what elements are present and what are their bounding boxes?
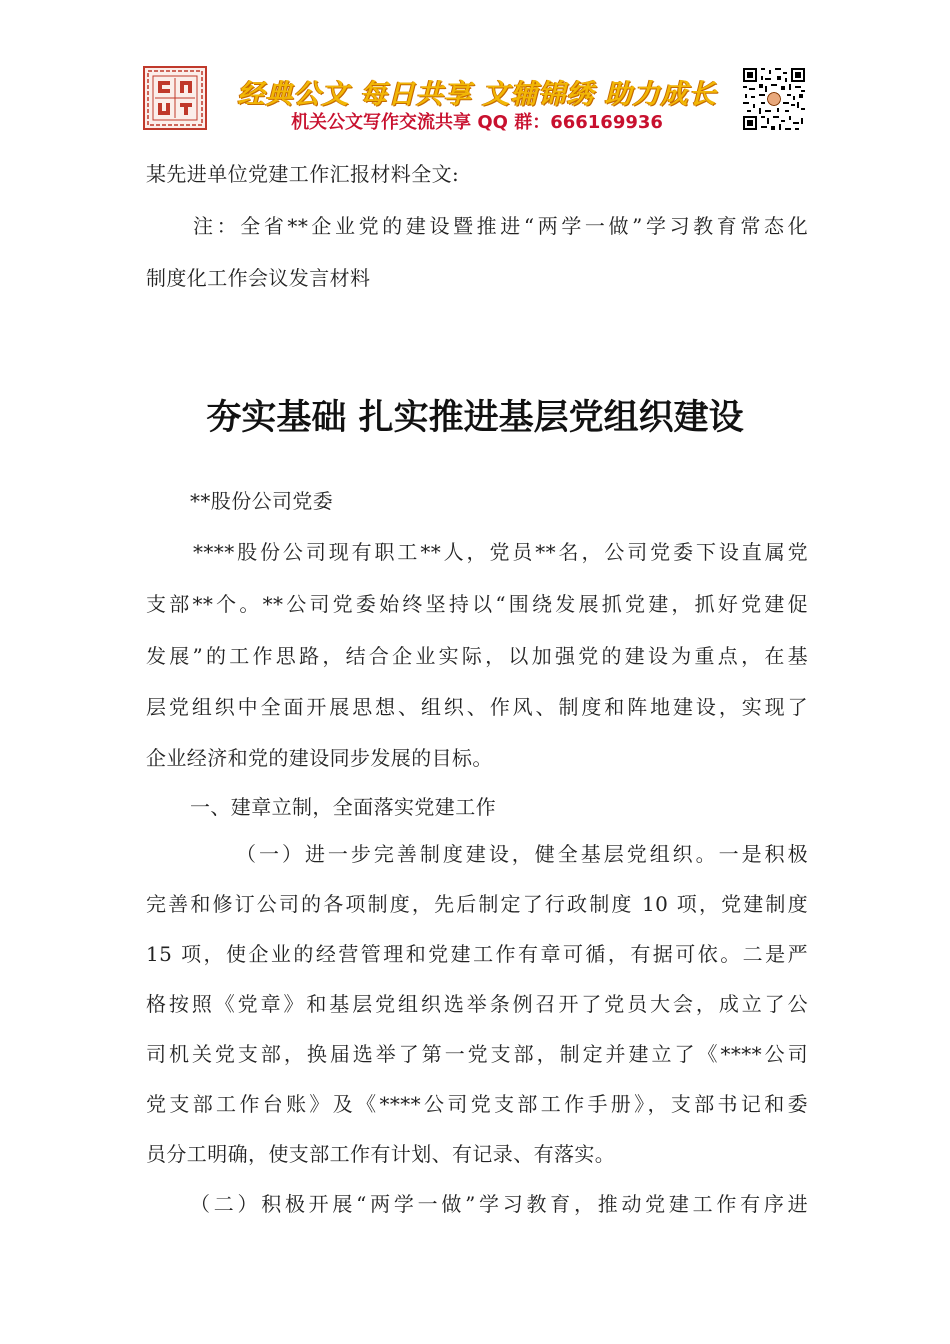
note-line: 注：全省**企业党的建设暨推进“两学一做”学习教育常态化 — [193, 214, 808, 238]
article-title: 夯实基础 扎实推进基层党组织建设 — [206, 398, 744, 438]
article-author: **股份公司党委 — [190, 489, 334, 513]
paragraph-line: （一）进一步完善制度建设，健全基层党组织。一是积极 — [236, 842, 808, 866]
paragraph-line: 员分工明确，使支部工作有计划、有记录、有落实。 — [146, 1142, 616, 1166]
header-slogan: 经典公文 每日共享 文辅锦绣 助力成长 — [237, 79, 717, 110]
paragraph-line: 支部**个。**公司党委始终坚持以“围绕发展抓党建，抓好党建促 — [146, 592, 808, 616]
section-heading: 一、建章立制，全面落实党建工作 — [190, 795, 496, 819]
header-banner — [143, 66, 807, 132]
seal-logo-icon — [143, 66, 207, 130]
header-qq-group: 机关公文写作交流共享 QQ 群：666169936 — [291, 112, 663, 133]
paragraph-line: 格按照《党章》和基层党组织选举条例召开了党员大会，成立了公 — [146, 992, 808, 1016]
paragraph-line: 完善和修订公司的各项制度，先后制定了行政制度 10 项，党建制度 — [146, 892, 808, 916]
paragraph-line: 层党组织中全面开展思想、组织、作风、制度和阵地建设，实现了 — [146, 695, 808, 719]
paragraph-line: 15 项，使企业的经营管理和党建工作有章可循，有据可依。二是严 — [146, 942, 808, 966]
note-line: 制度化工作会议发言材料 — [146, 266, 371, 290]
intro-line: 某先进单位党建工作汇报材料全文: — [146, 162, 460, 186]
paragraph-line: 发展”的工作思路，结合企业实际，以加强党的建设为重点，在基 — [146, 644, 808, 668]
paragraph-line: 企业经济和党的建设同步发展的目标。 — [146, 746, 493, 770]
paragraph-line: 司机关党支部，换届选举了第一党支部，制定并建立了《****公司 — [146, 1042, 808, 1066]
paragraph-line: （二）积极开展“两学一做”学习教育，推动党建工作有序进 — [190, 1192, 808, 1216]
paragraph-line: ****股份公司现有职工**人，党员**名，公司党委下设直属党 — [193, 540, 808, 564]
qr-code-icon — [741, 66, 807, 132]
paragraph-line: 党支部工作台账》及《****公司党支部工作手册》，支部书记和委 — [146, 1092, 808, 1116]
